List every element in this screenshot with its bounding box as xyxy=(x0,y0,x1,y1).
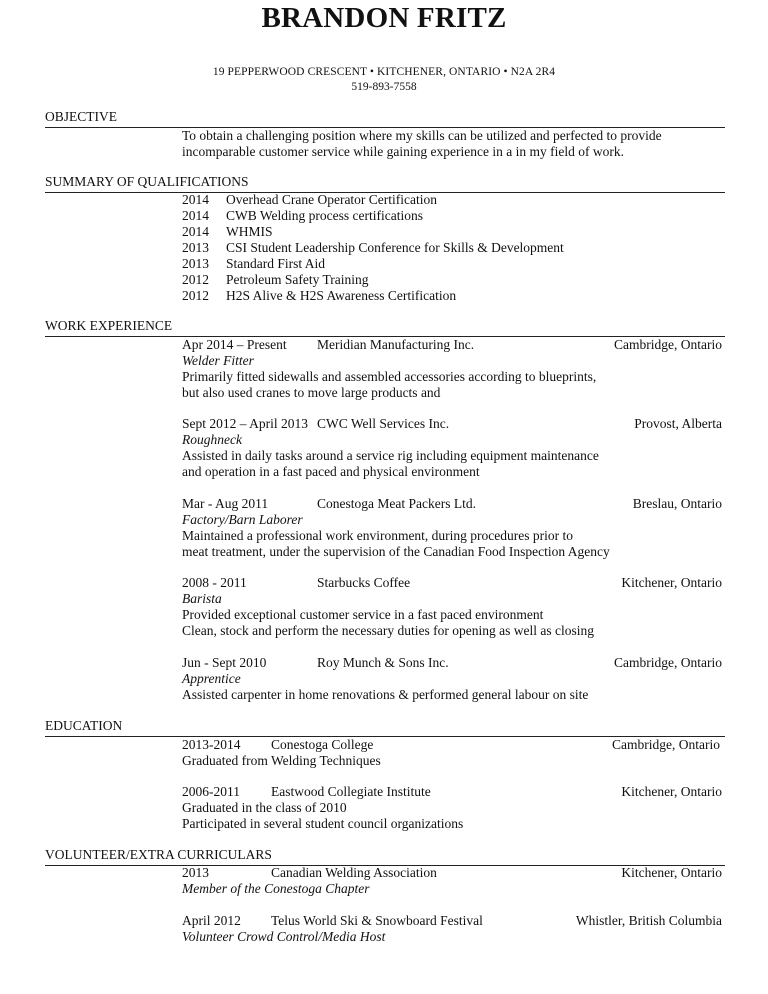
job-description-line: Provided exceptional customer service in a fast paced environment xyxy=(182,607,544,622)
job-role: Welder Fitter xyxy=(182,353,254,368)
job-description-line: Clean, stock and perform the necessary duties for opening as well as closing xyxy=(182,623,595,638)
qualification-year: 2014 xyxy=(182,192,209,207)
job-description-line: Primarily fitted sidewalls and assembled accessories according to blueprints, xyxy=(182,369,597,384)
education-school: Conestoga College xyxy=(271,737,374,752)
phone-number: 519-893-7558 xyxy=(351,81,417,93)
qualification-text: CWB Welding process certifications xyxy=(226,208,423,223)
objective-line: To obtain a challenging position where my skills can be utilized and perfected to provide xyxy=(182,128,662,143)
education-dates: 2006-2011 xyxy=(182,784,240,799)
job-company: Meridian Manufacturing Inc. xyxy=(317,337,475,352)
job-dates: Jun - Sept 2010 xyxy=(182,655,267,670)
section-title-qualifications: SUMMARY OF QUALIFICATIONS xyxy=(45,174,249,189)
job-role: Factory/Barn Laborer xyxy=(182,512,303,527)
education-dates: 2013-2014 xyxy=(182,737,241,752)
qualification-year: 2013 xyxy=(182,240,209,255)
job-role: Roughneck xyxy=(182,432,242,447)
volunteer-dates: 2013 xyxy=(182,865,209,880)
address: 19 PEPPERWOOD CRESCENT • KITCHENER, ONTARIO • N2A 2R4 xyxy=(212,66,556,78)
job-description-line: Assisted in daily tasks around a service rig including equipment maintenance xyxy=(182,448,599,463)
section-title-objective: OBJECTIVE xyxy=(45,109,117,124)
job-dates: 2008 - 2011 xyxy=(182,575,247,590)
qualification-year: 2014 xyxy=(182,208,209,223)
job-company: Roy Munch & Sons Inc. xyxy=(317,655,449,670)
job-company: Starbucks Coffee xyxy=(317,575,411,590)
education-location: Cambridge, Ontario xyxy=(612,737,720,752)
qualification-year: 2014 xyxy=(182,224,209,239)
job-company: CWC Well Services Inc. xyxy=(317,416,450,431)
objective-line: incomparable customer service while gaining experience in a in my field of work. xyxy=(182,144,624,159)
section-title-work: WORK EXPERIENCE xyxy=(45,318,173,333)
job-company: Conestoga Meat Packers Ltd. xyxy=(317,496,476,511)
job-description-line: meat treatment, under the supervision of the Canadian Food Inspection Agency xyxy=(182,544,610,559)
volunteer-role: Volunteer Crowd Control/Media Host xyxy=(182,929,386,944)
section-title-education: EDUCATION xyxy=(45,718,123,733)
education-school: Eastwood Collegiate Institute xyxy=(271,784,431,799)
education-line: Graduated in the class of 2010 xyxy=(182,800,347,815)
education-location: Kitchener, Ontario xyxy=(621,784,722,799)
job-description-line: and operation in a fast paced and physical environment xyxy=(182,464,480,479)
volunteer-dates: April 2012 xyxy=(182,913,241,928)
qualification-year: 2012 xyxy=(182,288,209,303)
job-location: Provost, Alberta xyxy=(634,416,722,431)
job-description-line: Assisted carpenter in home renovations & performed general labour on site xyxy=(182,687,589,702)
volunteer-org: Telus World Ski & Snowboard Festival xyxy=(271,913,483,928)
volunteer-location: Whistler, British Columbia xyxy=(575,913,722,928)
job-dates: Sept 2012 – April 2013 xyxy=(182,416,309,431)
qualification-text: Standard First Aid xyxy=(226,256,326,271)
job-location: Kitchener, Ontario xyxy=(621,575,722,590)
education-line: Graduated from Welding Techniques xyxy=(182,753,381,768)
qualification-text: H2S Alive & H2S Awareness Certification xyxy=(226,288,457,303)
job-location: Breslau, Ontario xyxy=(632,496,722,511)
volunteer-role: Member of the Conestoga Chapter xyxy=(182,881,370,896)
qualification-text: Overhead Crane Operator Certification xyxy=(226,192,438,207)
qualification-text: Petroleum Safety Training xyxy=(226,272,369,287)
job-dates: Mar - Aug 2011 xyxy=(182,496,269,511)
job-location: Cambridge, Ontario xyxy=(614,655,722,670)
section-title-volunteer: VOLUNTEER/EXTRA CURRICULARS xyxy=(45,847,272,862)
education-line: Participated in several student council organizations xyxy=(182,816,464,831)
volunteer-location: Kitchener, Ontario xyxy=(621,865,722,880)
qualification-year: 2013 xyxy=(182,256,209,271)
qualification-text: CSI Student Leadership Conference for Skills & Development xyxy=(226,240,564,255)
job-description-line: Maintained a professional work environment, during procedures prior to xyxy=(182,528,574,543)
job-description-line: but also used cranes to move large products and xyxy=(182,385,441,400)
job-dates: Apr 2014 – Present xyxy=(182,337,287,352)
resume-name: BRANDON FRITZ xyxy=(261,2,507,34)
qualification-year: 2012 xyxy=(182,272,209,287)
job-role: Barista xyxy=(182,591,222,606)
qualification-text: WHMIS xyxy=(226,224,273,239)
job-location: Cambridge, Ontario xyxy=(614,337,722,352)
job-role: Apprentice xyxy=(182,671,241,686)
volunteer-org: Canadian Welding Association xyxy=(271,865,437,880)
